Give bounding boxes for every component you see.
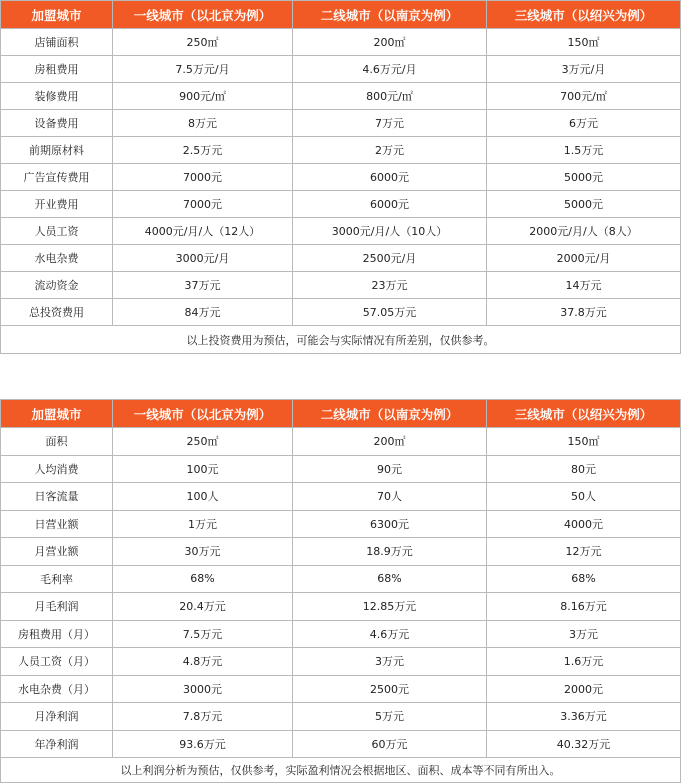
table-cell: 93.6万元	[113, 730, 293, 758]
row-label: 毛利率	[1, 565, 113, 593]
table-cell: 4.6万元/月	[293, 56, 487, 83]
header-city-tier-2: 二线城市（以南京为例）	[293, 1, 487, 29]
row-label: 开业费用	[1, 191, 113, 218]
table-cell: 2500元	[293, 675, 487, 703]
table-cell: 3000元/月/人（10人）	[293, 218, 487, 245]
table-cell: 150㎡	[487, 428, 681, 456]
table-cell: 12.85万元	[293, 593, 487, 621]
table-row	[1, 538, 681, 566]
row-label: 月毛利润	[1, 593, 113, 621]
table-cell: 250㎡	[113, 428, 293, 456]
row-label: 广告宣传费用	[1, 164, 113, 191]
row-label: 水电杂费（月）	[1, 675, 113, 703]
table-row	[1, 164, 681, 191]
row-label: 人员工资	[1, 218, 113, 245]
table-cell: 4.6万元	[293, 620, 487, 648]
row-label: 人均消费	[1, 455, 113, 483]
table-row	[1, 83, 681, 110]
table-cell: 68%	[113, 565, 293, 593]
row-label: 水电杂费	[1, 245, 113, 272]
table-cell: 18.9万元	[293, 538, 487, 566]
table-row	[1, 730, 681, 758]
table-cell: 20.4万元	[113, 593, 293, 621]
table-cell: 4000元/月/人（12人）	[113, 218, 293, 245]
table-cell: 2万元	[293, 137, 487, 164]
row-label: 总投资费用	[1, 299, 113, 326]
table-header-row	[1, 1, 681, 29]
table-cell: 7000元	[113, 164, 293, 191]
table-cell: 40.32万元	[487, 730, 681, 758]
table-cell: 900元/㎡	[113, 83, 293, 110]
row-label: 月营业额	[1, 538, 113, 566]
table-cell: 7.8万元	[113, 703, 293, 731]
table-cell: 8.16万元	[487, 593, 681, 621]
table-row	[1, 245, 681, 272]
table-cell: 6000元	[293, 191, 487, 218]
table-cell: 70人	[293, 483, 487, 511]
table-cell: 4000元	[487, 510, 681, 538]
table-row	[1, 29, 681, 56]
header-city-tier-1: 一线城市（以北京为例）	[113, 1, 293, 29]
table-cell: 57.05万元	[293, 299, 487, 326]
table-cell: 6300元	[293, 510, 487, 538]
row-label: 店铺面积	[1, 29, 113, 56]
table-row	[1, 620, 681, 648]
note-row	[1, 758, 681, 783]
header-city-tier-3: 三线城市（以绍兴为例）	[487, 400, 681, 428]
table-note: 以上投资费用为预估，可能会与实际情况有所差别，仅供参考。	[1, 326, 681, 354]
investment-table	[0, 0, 681, 354]
table-cell: 7万元	[293, 110, 487, 137]
table-cell: 50人	[487, 483, 681, 511]
header-city-tier-1: 一线城市（以北京为例）	[113, 400, 293, 428]
table-cell: 60万元	[293, 730, 487, 758]
table-header-row	[1, 400, 681, 428]
table-cell: 1万元	[113, 510, 293, 538]
header-city-label: 加盟城市	[1, 1, 113, 29]
row-label: 人员工资（月）	[1, 648, 113, 676]
table-cell: 6万元	[487, 110, 681, 137]
table-cell: 2000元	[487, 675, 681, 703]
table-row	[1, 110, 681, 137]
table-cell: 68%	[487, 565, 681, 593]
table-cell: 3.36万元	[487, 703, 681, 731]
table-row	[1, 565, 681, 593]
table-cell: 250㎡	[113, 29, 293, 56]
table-cell: 3000元/月	[113, 245, 293, 272]
table-row	[1, 56, 681, 83]
table-cell: 30万元	[113, 538, 293, 566]
table-cell: 2.5万元	[113, 137, 293, 164]
row-label: 年净利润	[1, 730, 113, 758]
table-cell: 7000元	[113, 191, 293, 218]
table-row	[1, 593, 681, 621]
table-cell: 37.8万元	[487, 299, 681, 326]
table-row	[1, 191, 681, 218]
table-cell: 3000元	[113, 675, 293, 703]
table-cell: 1.5万元	[487, 137, 681, 164]
table-row	[1, 483, 681, 511]
table-cell: 100人	[113, 483, 293, 511]
table-cell: 150㎡	[487, 29, 681, 56]
table-cell: 5万元	[293, 703, 487, 731]
table-cell: 200㎡	[293, 29, 487, 56]
row-label: 前期原材料	[1, 137, 113, 164]
table-cell: 3万元/月	[487, 56, 681, 83]
table-row	[1, 137, 681, 164]
table-cell: 7.5万元/月	[113, 56, 293, 83]
table-cell: 90元	[293, 455, 487, 483]
row-label: 面积	[1, 428, 113, 456]
table-cell: 84万元	[113, 299, 293, 326]
table-cell: 37万元	[113, 272, 293, 299]
header-city-tier-3: 三线城市（以绍兴为例）	[487, 1, 681, 29]
table-row	[1, 675, 681, 703]
table-cell: 200㎡	[293, 428, 487, 456]
table-cell: 2500元/月	[293, 245, 487, 272]
row-label: 流动资金	[1, 272, 113, 299]
table-row	[1, 299, 681, 326]
header-city-label: 加盟城市	[1, 400, 113, 428]
row-label: 日营业额	[1, 510, 113, 538]
table-cell: 800元/㎡	[293, 83, 487, 110]
header-city-tier-2: 二线城市（以南京为例）	[293, 400, 487, 428]
table-cell: 14万元	[487, 272, 681, 299]
table-row	[1, 428, 681, 456]
table-cell: 68%	[293, 565, 487, 593]
table-note: 以上利润分析为预估，仅供参考，实际盈利情况会根据地区、面积、成本等不同有所出入。	[1, 758, 681, 783]
table-cell: 12万元	[487, 538, 681, 566]
table-cell: 100元	[113, 455, 293, 483]
table-cell: 6000元	[293, 164, 487, 191]
table-cell: 1.6万元	[487, 648, 681, 676]
note-row	[1, 326, 681, 354]
row-label: 房租费用（月）	[1, 620, 113, 648]
table-cell: 7.5万元	[113, 620, 293, 648]
table-cell: 2000元/月	[487, 245, 681, 272]
table-cell: 5000元	[487, 191, 681, 218]
table-row	[1, 455, 681, 483]
table-row	[1, 648, 681, 676]
profit-table	[0, 399, 681, 783]
table-cell: 700元/㎡	[487, 83, 681, 110]
table-cell: 5000元	[487, 164, 681, 191]
table-row	[1, 272, 681, 299]
table-cell: 2000元/月/人（8人）	[487, 218, 681, 245]
row-label: 装修费用	[1, 83, 113, 110]
table-row	[1, 510, 681, 538]
table-cell: 23万元	[293, 272, 487, 299]
table-row	[1, 218, 681, 245]
row-label: 日客流量	[1, 483, 113, 511]
table-cell: 4.8万元	[113, 648, 293, 676]
row-label: 月净利润	[1, 703, 113, 731]
row-label: 房租费用	[1, 56, 113, 83]
table-cell: 3万元	[487, 620, 681, 648]
table-cell: 8万元	[113, 110, 293, 137]
row-label: 设备费用	[1, 110, 113, 137]
table-row	[1, 703, 681, 731]
table-cell: 3万元	[293, 648, 487, 676]
table-cell: 80元	[487, 455, 681, 483]
